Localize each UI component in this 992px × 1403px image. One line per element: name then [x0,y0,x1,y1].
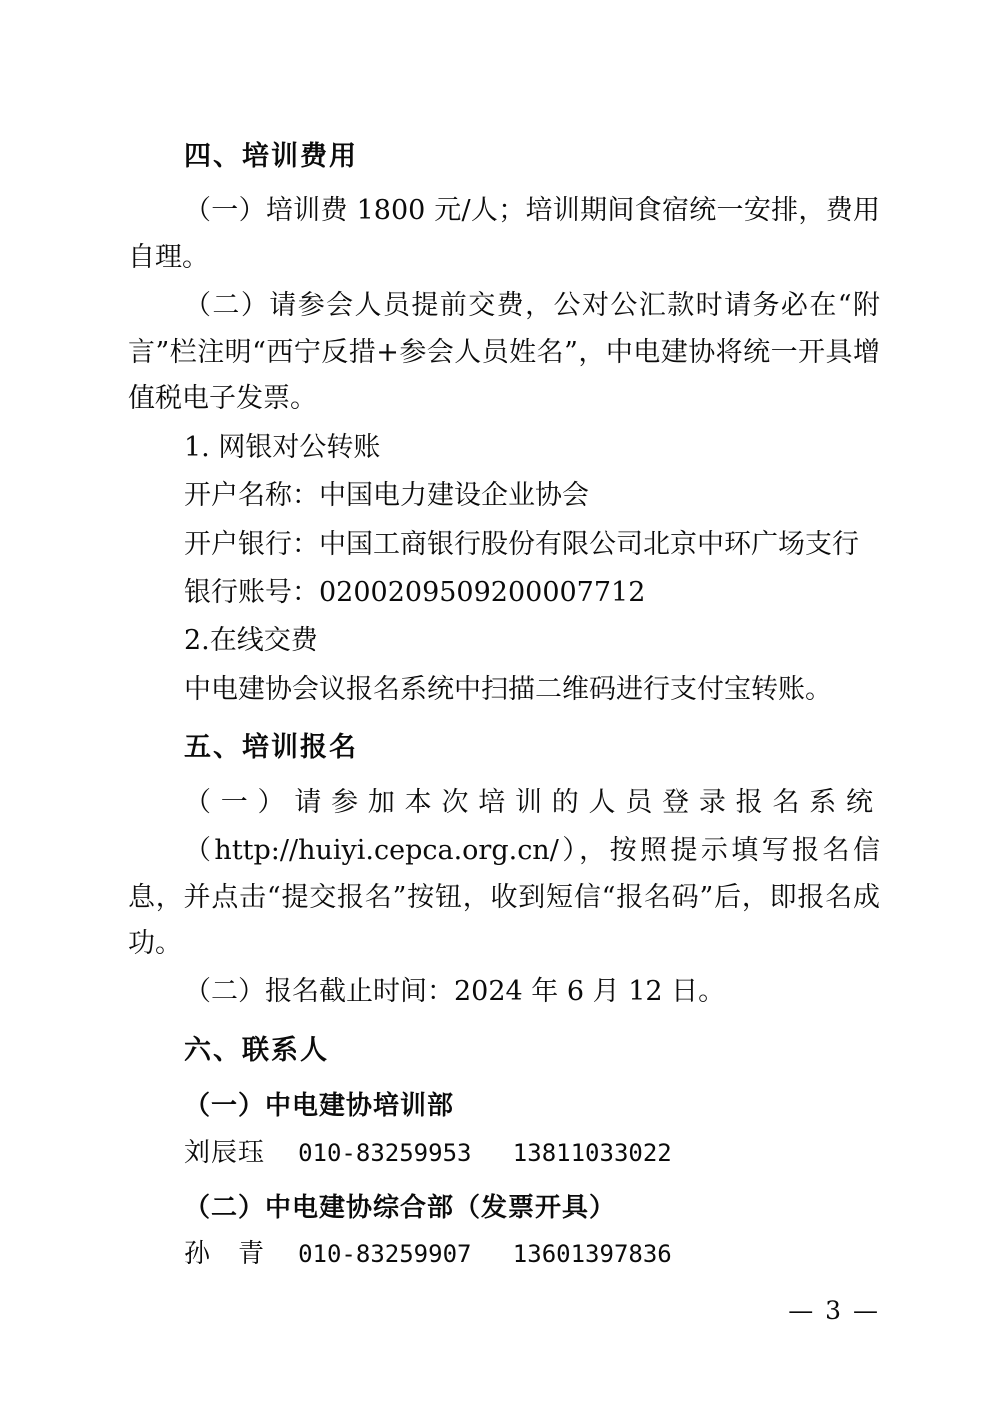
heading-contacts: 六、联系人 [184,1034,329,1066]
paragraph-online-payment-title: 2.在线交费 [184,625,318,657]
contact-mobile-phone-general: 13601397836 [512,1240,672,1269]
paragraph-registration-deadline: （二）报名截止时间：2024 年 6 月 12 日。 [184,976,726,1008]
paragraph-account-number: 银行账号：0200209509200007712 [184,576,646,608]
contact-office-phone-general: 010-83259907 [298,1240,472,1269]
contact-office-phone-training: 010-83259953 [298,1139,472,1168]
contact-name-general: 孙 青 [184,1239,266,1270]
paragraph-fee-amount: （一）培训费 1800 元/人；培训期间食宿统一安排，费用自理。 [128,195,880,273]
contact-name-training: 刘辰珏 [184,1138,266,1169]
heading-registration: 五、培训报名 [184,732,358,764]
contact-mobile-phone-training: 13811033022 [512,1139,672,1168]
paragraph-bank-transfer-title: 1. 网银对公转账 [184,431,381,463]
page-number: — 3 — [788,1296,880,1325]
contact-line-training [128,1131,880,1176]
paragraph-online-payment-detail: 中电建协会议报名系统中扫描二维码进行支付宝转账。 [184,673,832,705]
document-body [128,134,880,1277]
paragraph-account-bank: 开户银行：中国工商银行股份有限公司北京中环广场支行 [184,528,859,560]
contact-group-title-training: （一）中电建协培训部 [184,1091,455,1122]
heading-fees: 四、培训费用 [184,141,358,172]
paragraph-payment-note: （二）请参会人员提前交费，公对公汇款时请务必在“附言”栏注明“西宁反措+参会人员姓名”，中电建协将统一开具增值税电子发票。 [128,290,880,415]
paragraph-registration-steps: （http://huiyi.cepca.org.cn/），按照提示填写报名信息，并点击“提交报名”按钮，收到短信“报名码”后，即报名成功。 [128,835,880,959]
paragraph-account-name: 开户名称：中国电力建设企业协会 [184,480,589,512]
contact-line-general [128,1232,880,1277]
paragraph-registration-system: （一）请参加本次培训的人员登录报名系统 [184,786,880,818]
contact-group-title-general: （二）中电建协综合部（发票开具） [184,1192,617,1223]
